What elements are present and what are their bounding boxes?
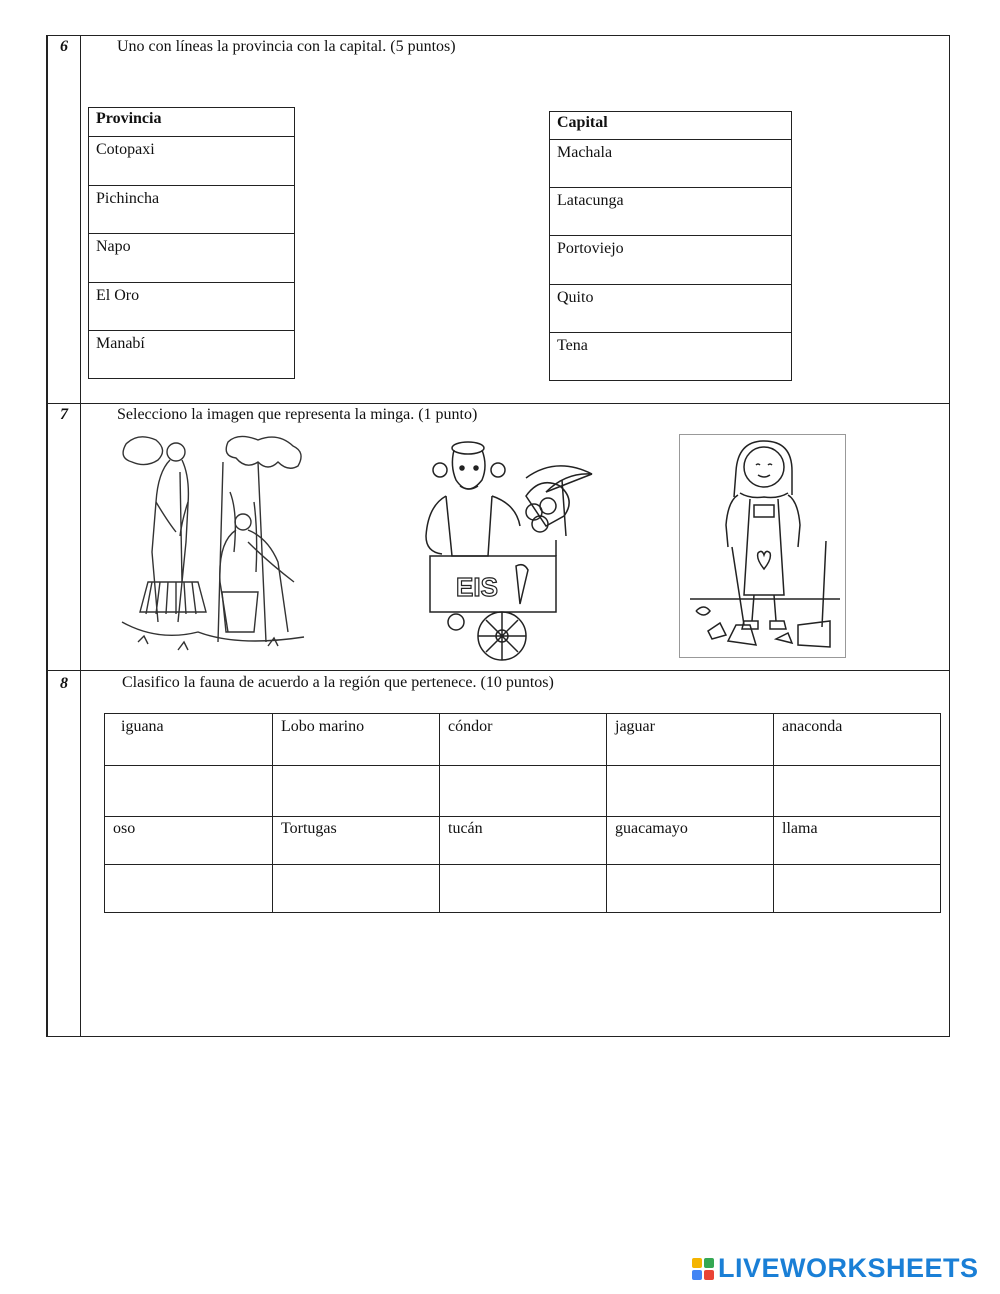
question-8-number: 8 xyxy=(60,675,68,692)
provincia-label: Pichincha xyxy=(96,190,160,207)
ice-cream-vendor-illustration xyxy=(416,436,606,666)
provincia-header: Provincia xyxy=(96,110,162,127)
fauna-table-divider xyxy=(773,714,774,912)
provincia-cell[interactable] xyxy=(89,233,294,282)
fauna-table-divider xyxy=(606,714,607,912)
capital-cell[interactable] xyxy=(550,139,791,188)
section-divider-8 xyxy=(46,670,950,671)
provincia-table xyxy=(88,107,295,379)
liveworksheets-wordmark: LIVEWORKSHEETS xyxy=(718,1253,979,1283)
fauna-word: oso xyxy=(113,820,136,837)
ice-cream-cart-sign: EIS xyxy=(456,572,498,602)
fauna-table xyxy=(104,713,941,913)
minga-image-option[interactable] xyxy=(118,432,308,660)
liveworksheets-icon xyxy=(692,1258,714,1280)
capital-cell[interactable] xyxy=(550,332,791,381)
section-divider-7 xyxy=(46,403,950,404)
capital-label: Latacunga xyxy=(557,192,624,209)
question-7-text: Selecciono la imagen que representa la minga. (1 punto) xyxy=(117,406,478,423)
fauna-word: guacamayo xyxy=(615,820,688,837)
capital-header: Capital xyxy=(557,114,608,131)
fauna-table-divider xyxy=(439,714,440,912)
capital-label: Portoviejo xyxy=(557,240,624,257)
capital-table xyxy=(549,111,792,381)
fauna-word: jaguar xyxy=(615,718,655,735)
logo-square xyxy=(704,1258,714,1268)
question-6-text: Uno con líneas la provincia con la capital. (5 puntos) xyxy=(117,38,456,55)
capital-cell[interactable] xyxy=(550,187,791,236)
capital-label: Quito xyxy=(557,289,594,306)
provincia-label: Napo xyxy=(96,238,131,255)
capital-cell[interactable] xyxy=(550,235,791,284)
sweeping-image-option[interactable] xyxy=(679,434,846,658)
fauna-word: cóndor xyxy=(448,718,493,735)
question-8-text: Clasifico la fauna de acuerdo a la región que pertenece. (10 puntos) xyxy=(122,674,554,691)
fauna-word: Tortugas xyxy=(281,820,337,837)
capital-label: Machala xyxy=(557,144,613,161)
number-column-divider xyxy=(80,35,81,1037)
fauna-table-divider xyxy=(272,714,273,912)
provincia-cell[interactable] xyxy=(89,185,294,234)
fauna-table-divider xyxy=(105,864,940,865)
question-7-number: 7 xyxy=(60,406,68,423)
raking-leaves-illustration xyxy=(118,432,308,660)
fauna-word: iguana xyxy=(121,718,164,735)
logo-square xyxy=(692,1258,702,1268)
logo-square xyxy=(692,1270,702,1280)
fauna-table-divider xyxy=(105,816,940,817)
liveworksheets-logo[interactable] xyxy=(692,1253,979,1284)
capital-label: Tena xyxy=(557,337,588,354)
fauna-word: anaconda xyxy=(782,718,843,735)
girl-sweeping-illustration xyxy=(680,435,845,657)
fauna-word: tucán xyxy=(448,820,483,837)
provincia-cell[interactable] xyxy=(89,136,294,185)
provincia-label: El Oro xyxy=(96,287,140,304)
fauna-table-divider xyxy=(105,765,940,766)
provincia-cell[interactable] xyxy=(89,330,294,379)
ice-cream-vendor-image-option[interactable] xyxy=(416,436,606,666)
fauna-word: Lobo marino xyxy=(281,718,365,735)
provincia-label: Manabí xyxy=(96,335,145,352)
capital-cell[interactable] xyxy=(550,284,791,333)
provincia-label: Cotopaxi xyxy=(96,141,155,158)
fauna-word: llama xyxy=(782,820,818,837)
question-6-number: 6 xyxy=(60,38,68,55)
logo-square xyxy=(704,1270,714,1280)
provincia-cell[interactable] xyxy=(89,282,294,331)
